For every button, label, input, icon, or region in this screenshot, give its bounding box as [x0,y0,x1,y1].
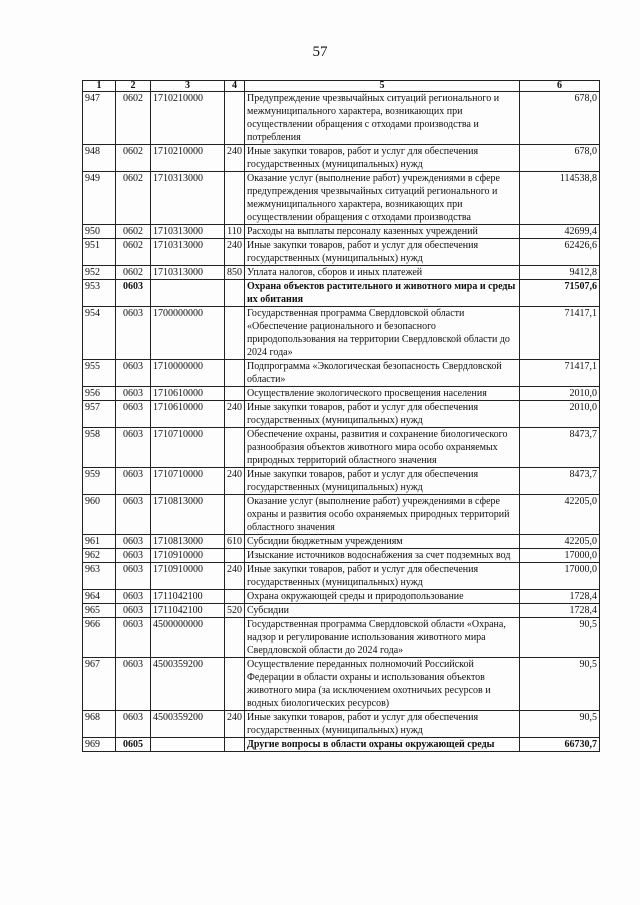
section-code-cell: 0603 [116,590,151,604]
amount-cell: 90,5 [520,618,600,658]
section-code-cell: 0602 [116,239,151,266]
expense-type-cell [225,590,245,604]
row-number-cell: 965 [83,604,116,618]
table-body [83,92,600,752]
column-header: 6 [520,81,600,92]
expense-type-cell [225,387,245,401]
item-name-cell: Иные закупки товаров, работ и услуг для обеспечения государственных (муниципальных) нужд [245,145,520,172]
table-row [83,401,600,428]
section-code-cell: 0603 [116,495,151,535]
target-article-cell: 1710610000 [151,401,225,428]
section-code-cell: 0602 [116,145,151,172]
row-number-cell: 949 [83,172,116,225]
table-row [83,618,600,658]
expense-type-cell: 520 [225,604,245,618]
target-article-cell: 1710710000 [151,428,225,468]
section-code-cell: 0603 [116,604,151,618]
table-row [83,658,600,711]
item-name-cell: Государственная программа Свердловской области «Охрана, надзор и регулирование использования животного мира Свердловской области до 2024 года» [245,618,520,658]
table-row [83,495,600,535]
amount-cell: 9412,8 [520,266,600,280]
item-name-cell: Другие вопросы в области охраны окружающей среды [245,738,520,752]
item-name-cell: Иные закупки товаров, работ и услуг для обеспечения государственных (муниципальных) нужд [245,563,520,590]
row-number-cell: 961 [83,535,116,549]
row-number-cell: 952 [83,266,116,280]
target-article-cell: 1710313000 [151,172,225,225]
table-row [83,172,600,225]
target-article-cell: 1710313000 [151,239,225,266]
section-code-cell: 0602 [116,225,151,239]
expense-type-cell [225,495,245,535]
target-article-cell: 4500000000 [151,618,225,658]
budget-table [82,80,600,752]
row-number-cell: 947 [83,92,116,145]
page-number: 57 [312,44,328,60]
table-row [83,535,600,549]
target-article-cell: 1710610000 [151,387,225,401]
table-row [83,360,600,387]
amount-cell: 62426,6 [520,239,600,266]
row-number-cell: 962 [83,549,116,563]
amount-cell: 114538,8 [520,172,600,225]
table-row [83,266,600,280]
row-number-cell: 958 [83,428,116,468]
amount-cell: 2010,0 [520,401,600,428]
section-code-cell: 0602 [116,266,151,280]
section-code-cell: 0603 [116,280,151,307]
section-code-cell: 0603 [116,468,151,495]
item-name-cell: Предупреждение чрезвычайных ситуаций регионального и межмуниципального характера, возникающих при осуществлении обращения с отходами производства и потребления [245,92,520,145]
row-number-cell: 948 [83,145,116,172]
column-header: 4 [225,81,245,92]
item-name-cell: Иные закупки товаров, работ и услуг для обеспечения государственных (муниципальных) нужд [245,401,520,428]
item-name-cell: Иные закупки товаров, работ и услуг для обеспечения государственных (муниципальных) нужд [245,468,520,495]
table-row [83,604,600,618]
target-article-cell: 1711042100 [151,604,225,618]
item-name-cell: Уплата налогов, сборов и иных платежей [245,266,520,280]
section-code-cell: 0603 [116,711,151,738]
target-article-cell: 1710910000 [151,563,225,590]
row-number-cell: 967 [83,658,116,711]
amount-cell: 90,5 [520,711,600,738]
row-number-cell: 951 [83,239,116,266]
target-article-cell: 1710313000 [151,266,225,280]
table-row [83,280,600,307]
target-article-cell: 1710210000 [151,92,225,145]
amount-cell: 1728,4 [520,590,600,604]
section-code-cell: 0603 [116,387,151,401]
row-number-cell: 963 [83,563,116,590]
table-row [83,307,600,360]
table-header-row [83,81,600,92]
target-article-cell: 4500359200 [151,658,225,711]
column-header: 5 [245,81,520,92]
target-article-cell: 1710910000 [151,549,225,563]
section-code-cell: 0603 [116,658,151,711]
amount-cell: 2010,0 [520,387,600,401]
section-code-cell: 0603 [116,618,151,658]
target-article-cell: 1710813000 [151,495,225,535]
row-number-cell: 957 [83,401,116,428]
section-code-cell: 0603 [116,401,151,428]
target-article-cell: 1710313000 [151,225,225,239]
row-number-cell: 964 [83,590,116,604]
target-article-cell: 1700000000 [151,307,225,360]
amount-cell: 17000,0 [520,549,600,563]
expense-type-cell: 610 [225,535,245,549]
item-name-cell: Осуществление экологического просвещения населения [245,387,520,401]
section-code-cell: 0603 [116,535,151,549]
section-code-cell: 0603 [116,307,151,360]
amount-cell: 42205,0 [520,535,600,549]
amount-cell: 8473,7 [520,468,600,495]
target-article-cell: 1710210000 [151,145,225,172]
expense-type-cell [225,618,245,658]
target-article-cell [151,738,225,752]
expense-type-cell: 110 [225,225,245,239]
row-number-cell: 968 [83,711,116,738]
section-code-cell: 0603 [116,428,151,468]
amount-cell: 17000,0 [520,563,600,590]
expense-type-cell: 240 [225,563,245,590]
row-number-cell: 966 [83,618,116,658]
target-article-cell: 1710000000 [151,360,225,387]
expense-type-cell [225,428,245,468]
table-row [83,738,600,752]
item-name-cell: Расходы на выплаты персоналу казенных учреждений [245,225,520,239]
table-row [83,549,600,563]
table-row [83,239,600,266]
expense-type-cell: 240 [225,239,245,266]
item-name-cell: Иные закупки товаров, работ и услуг для обеспечения государственных (муниципальных) нужд [245,711,520,738]
amount-cell: 71417,1 [520,307,600,360]
section-code-cell: 0602 [116,92,151,145]
section-code-cell: 0603 [116,360,151,387]
section-code-cell: 0602 [116,172,151,225]
target-article-cell: 1711042100 [151,590,225,604]
item-name-cell: Охрана окружающей среды и природопользование [245,590,520,604]
expense-type-cell [225,172,245,225]
table-row [83,225,600,239]
expense-type-cell: 240 [225,468,245,495]
amount-cell: 42205,0 [520,495,600,535]
amount-cell: 42699,4 [520,225,600,239]
expense-type-cell: 240 [225,145,245,172]
section-code-cell: 0603 [116,549,151,563]
expense-type-cell: 240 [225,711,245,738]
amount-cell: 66730,7 [520,738,600,752]
item-name-cell: Оказание услуг (выполнение работ) учреждениями в сфере предупреждения чрезвычайных ситуаций регионального и межмуниципального характера, возникающих при осуществлении обращения с отходами производства [245,172,520,225]
amount-cell: 1728,4 [520,604,600,618]
table-row [83,711,600,738]
section-code-cell: 0605 [116,738,151,752]
table-row [83,145,600,172]
table-row [83,428,600,468]
item-name-cell: Оказание услуг (выполнение работ) учреждениями в сфере охраны и развития особо охраняемых природных территорий областного значения [245,495,520,535]
row-number-cell: 954 [83,307,116,360]
amount-cell: 90,5 [520,658,600,711]
item-name-cell: Субсидии бюджетным учреждениям [245,535,520,549]
expense-type-cell: 850 [225,266,245,280]
row-number-cell: 969 [83,738,116,752]
target-article-cell [151,280,225,307]
item-name-cell: Государственная программа Свердловской области «Обеспечение рационального и безопасного природопользования на территории Свердловской области до 2024 года» [245,307,520,360]
table-row [83,468,600,495]
item-name-cell: Субсидии [245,604,520,618]
target-article-cell: 1710813000 [151,535,225,549]
amount-cell: 678,0 [520,145,600,172]
item-name-cell: Подпрограмма «Экологическая безопасность Свердловской области» [245,360,520,387]
expense-type-cell [225,280,245,307]
expense-type-cell [225,360,245,387]
table-row [83,590,600,604]
expense-type-cell [225,549,245,563]
row-number-cell: 960 [83,495,116,535]
item-name-cell: Осуществление переданных полномочий Российской Федерации в области охраны и использования объектов животного мира (за исключением охотничьих ресурсов и водных биологических ресурсов) [245,658,520,711]
item-name-cell: Обеспечение охраны, развития и сохранение биологического разнообразия объектов животного мира особо охраняемых природных территорий областного значения [245,428,520,468]
row-number-cell: 955 [83,360,116,387]
target-article-cell: 4500359200 [151,711,225,738]
section-code-cell: 0603 [116,563,151,590]
expense-type-cell [225,307,245,360]
amount-cell: 71507,6 [520,280,600,307]
table-row [83,92,600,145]
expense-type-cell [225,738,245,752]
item-name-cell: Иные закупки товаров, работ и услуг для обеспечения государственных (муниципальных) нужд [245,239,520,266]
table-row [83,563,600,590]
expense-type-cell [225,92,245,145]
amount-cell: 678,0 [520,92,600,145]
item-name-cell: Изыскание источников водоснабжения за счет подземных вод [245,549,520,563]
column-header: 3 [151,81,225,92]
target-article-cell: 1710710000 [151,468,225,495]
item-name-cell: Охрана объектов растительного и животного мира и среды их обитания [245,280,520,307]
row-number-cell: 953 [83,280,116,307]
amount-cell: 8473,7 [520,428,600,468]
amount-cell: 71417,1 [520,360,600,387]
expense-type-cell [225,658,245,711]
expense-type-cell: 240 [225,401,245,428]
column-header: 2 [116,81,151,92]
row-number-cell: 956 [83,387,116,401]
column-header: 1 [83,81,116,92]
row-number-cell: 959 [83,468,116,495]
row-number-cell: 950 [83,225,116,239]
table-row [83,387,600,401]
